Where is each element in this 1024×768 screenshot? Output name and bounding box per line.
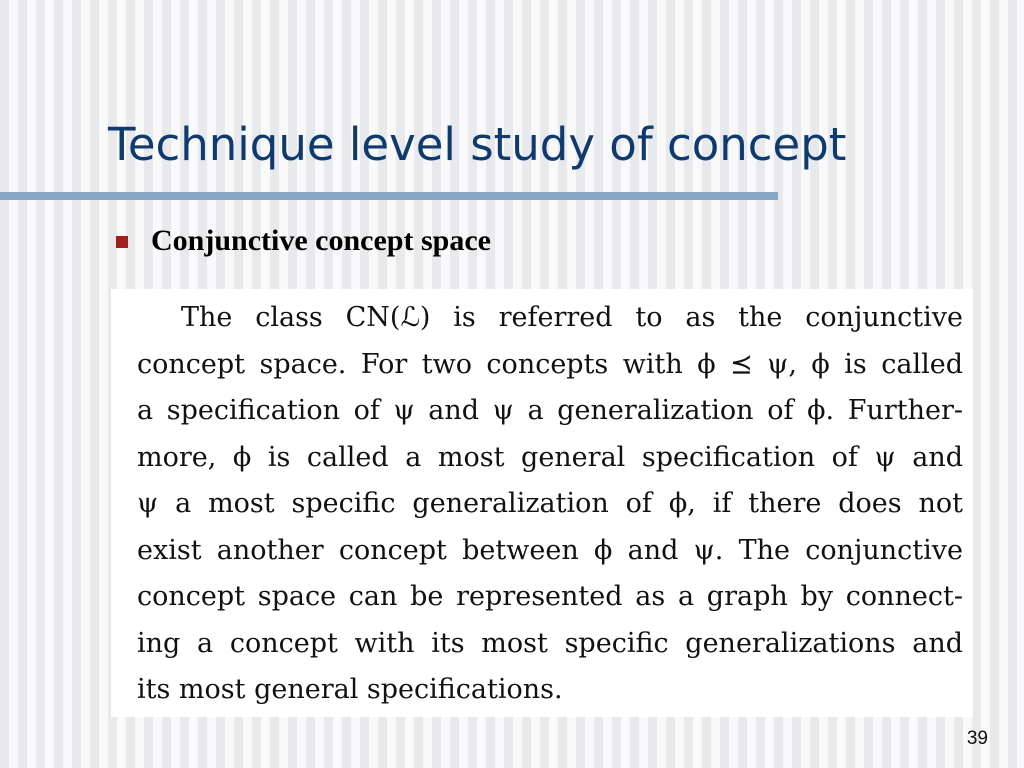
excerpt-line: concept space. For two concepts with ϕ ⪯ ψ, ϕ is called [137,348,963,380]
bullet-text: Conjunctive concept space [151,224,491,257]
text-excerpt-image [111,289,973,717]
excerpt-line: more, ϕ is called a most general specification of ψ and [137,441,963,473]
page-number: 39 [966,728,988,749]
excerpt-line: concept space can be represented as a graph by connect- [137,581,963,612]
excerpt-line: exist another concept between ϕ and ψ. The conjunctive [137,534,963,566]
title-underline [0,192,778,200]
bullet-item [116,224,491,258]
slide-title: Technique level study of concept [108,118,847,171]
excerpt-line: The class CN(ℒ) is referred to as the conjunctive [181,302,963,333]
excerpt-line: a specification of ψ and ψ a generalization of ϕ. Further- [137,395,963,426]
square-bullet-icon [116,236,128,248]
excerpt-line: its most general specifications. [137,674,563,705]
excerpt-line: ψ a most specific generalization of ϕ, if there does not [137,488,963,519]
excerpt-line: ing a concept with its most specific generalizations and [137,627,963,659]
